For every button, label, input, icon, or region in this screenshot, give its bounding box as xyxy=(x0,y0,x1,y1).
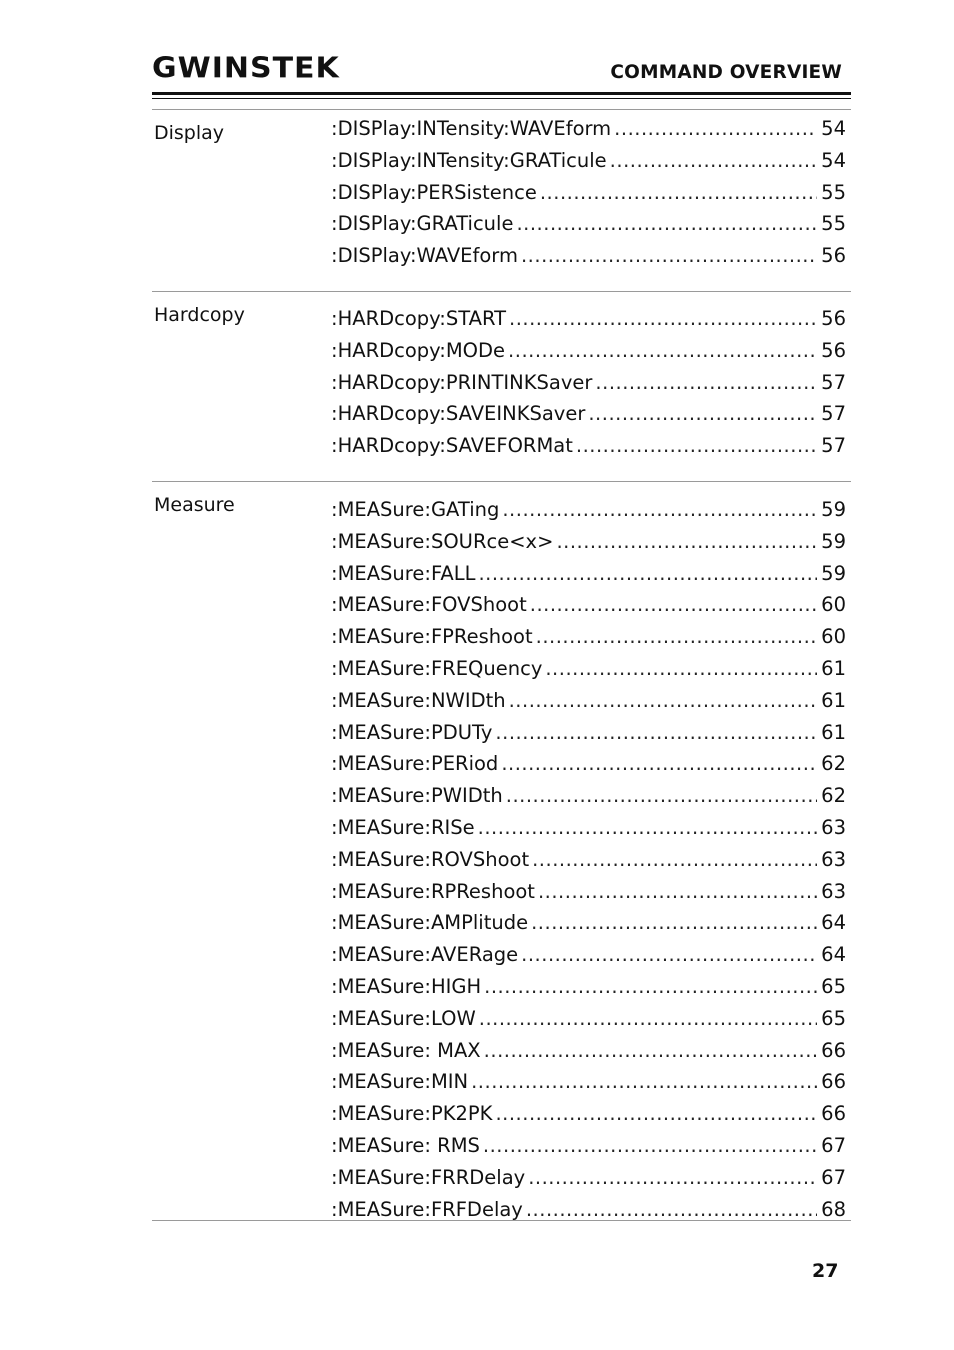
toc-entry[interactable] xyxy=(331,907,846,939)
toc-entry[interactable] xyxy=(331,844,846,876)
toc-entry[interactable] xyxy=(331,398,846,430)
page-ref: 57 xyxy=(821,402,846,426)
toc-entry[interactable] xyxy=(331,494,846,526)
dot-leader xyxy=(528,1162,817,1194)
section-divider xyxy=(152,291,851,292)
page-ref: 63 xyxy=(821,815,846,839)
toc-entry[interactable] xyxy=(331,717,846,749)
page-number: 27 xyxy=(812,1260,839,1282)
command-name: :MEASure:FRFDelay xyxy=(331,1197,523,1221)
command-name: :MEASure:ROVShoot xyxy=(331,847,530,871)
dot-leader xyxy=(531,907,817,939)
command-name: :MEASure:HIGH xyxy=(331,974,482,998)
section-divider xyxy=(152,109,851,110)
page-ref: 59 xyxy=(821,529,846,553)
toc-entry[interactable] xyxy=(331,208,846,240)
page-ref: 61 xyxy=(821,656,846,680)
dot-leader xyxy=(532,844,817,876)
dot-leader xyxy=(483,1130,817,1162)
page-ref: 55 xyxy=(821,180,846,204)
dot-leader xyxy=(495,717,817,749)
dot-leader xyxy=(484,1035,818,1067)
dot-leader xyxy=(471,1066,817,1098)
command-name: :DISPlay:WAVEform xyxy=(331,244,518,268)
toc-entry[interactable] xyxy=(331,685,846,717)
toc-entry[interactable] xyxy=(331,335,846,367)
page-ref: 57 xyxy=(821,370,846,394)
command-name: :MEASure:FREQuency xyxy=(331,656,543,680)
dot-leader xyxy=(595,367,817,399)
dot-leader xyxy=(495,1098,817,1130)
dot-leader xyxy=(516,208,817,240)
toc-entry[interactable] xyxy=(331,240,846,272)
page-ref: 63 xyxy=(821,879,846,903)
command-name: :HARDcopy:SAVEINKSaver xyxy=(331,402,586,426)
dot-leader xyxy=(521,240,817,272)
header-rule-thin xyxy=(152,98,851,99)
section-title-hardcopy: Hardcopy xyxy=(154,304,245,326)
page-ref: 59 xyxy=(821,561,846,585)
command-name: :MEASure:PWIDth xyxy=(331,784,503,808)
command-name: :DISPlay:GRATicule xyxy=(331,212,514,236)
dot-leader xyxy=(556,526,817,558)
toc-entry[interactable] xyxy=(331,812,846,844)
command-name: :HARDcopy:PRINTINKSaver xyxy=(331,370,593,394)
command-name: :MEASure:FPReshoot xyxy=(331,625,533,649)
dot-leader xyxy=(479,1003,817,1035)
toc-entry[interactable] xyxy=(331,1130,846,1162)
dot-leader xyxy=(502,494,817,526)
page-ref: 68 xyxy=(821,1197,846,1221)
dot-leader xyxy=(508,335,817,367)
dot-leader xyxy=(478,558,817,590)
command-name: :MEASure:PK2PK xyxy=(331,1102,493,1126)
toc-entry[interactable] xyxy=(331,1098,846,1130)
command-name: :DISPlay:INTensity:WAVEform xyxy=(331,117,612,140)
command-name: :MEASure: RMS xyxy=(331,1133,480,1157)
command-name: :MEASure:SOURce<x> xyxy=(331,529,554,553)
page-ref: 67 xyxy=(821,1133,846,1157)
section-divider xyxy=(152,481,851,482)
page-ref: 56 xyxy=(821,338,846,362)
dot-leader xyxy=(576,430,817,462)
page-ref: 66 xyxy=(821,1102,846,1126)
page-ref: 63 xyxy=(821,847,846,871)
display-command-list xyxy=(331,113,846,272)
toc-entry[interactable] xyxy=(331,876,846,908)
toc-entry[interactable] xyxy=(331,145,846,177)
dot-leader xyxy=(506,780,817,812)
dot-leader xyxy=(614,113,817,145)
dot-leader xyxy=(501,748,817,780)
hardcopy-command-list xyxy=(331,303,846,462)
dot-leader xyxy=(509,303,817,335)
page-ref: 62 xyxy=(821,784,846,808)
command-name: :MEASure:FOVShoot xyxy=(331,593,527,617)
dot-leader xyxy=(530,589,817,621)
toc-entry[interactable] xyxy=(331,971,846,1003)
page-ref: 66 xyxy=(821,1038,846,1062)
section-title-display: Display xyxy=(154,122,225,144)
toc-entry[interactable] xyxy=(331,1003,846,1035)
toc-entry[interactable] xyxy=(331,303,846,335)
dot-leader xyxy=(478,812,818,844)
page-ref: 66 xyxy=(821,1070,846,1094)
page-ref: 60 xyxy=(821,625,846,649)
toc-entry[interactable] xyxy=(331,939,846,971)
command-name: :MEASure:PDUTy xyxy=(331,720,493,744)
command-name: :MEASure:LOW xyxy=(331,1006,476,1030)
page-ref: 56 xyxy=(821,244,846,268)
command-name: :HARDcopy:START xyxy=(331,307,507,330)
page-header-title: COMMAND OVERVIEW xyxy=(610,62,842,83)
dot-leader xyxy=(610,145,818,177)
toc-entry[interactable] xyxy=(331,621,846,653)
dot-leader xyxy=(540,177,817,209)
toc-entry[interactable] xyxy=(331,1162,846,1194)
command-name: :MEASure:RPReshoot xyxy=(331,879,535,903)
command-name: :MEASure:FALL xyxy=(331,561,476,585)
command-name: :MEASure:PERiod xyxy=(331,752,499,776)
command-name: :HARDcopy:SAVEFORMat xyxy=(331,434,573,458)
toc-entry[interactable] xyxy=(331,1035,846,1067)
page-ref: 55 xyxy=(821,212,846,236)
brand-logo: GWINSTEK xyxy=(152,51,340,86)
dot-leader xyxy=(521,939,817,971)
toc-entry[interactable] xyxy=(331,589,846,621)
toc-entry[interactable] xyxy=(331,177,846,209)
command-name: :MEASure:RISe xyxy=(331,815,475,839)
command-name: :HARDcopy:MODe xyxy=(331,338,506,362)
page-ref: 67 xyxy=(821,1165,846,1189)
dot-leader xyxy=(536,621,818,653)
command-name: :MEASure:GATing xyxy=(331,498,500,521)
command-name: :MEASure: MAX xyxy=(331,1038,481,1062)
dot-leader xyxy=(588,398,817,430)
page-ref: 65 xyxy=(821,974,846,998)
toc-entry[interactable] xyxy=(331,653,846,685)
dot-leader xyxy=(526,1194,817,1226)
dot-leader xyxy=(538,876,817,908)
page-ref: 54 xyxy=(821,148,846,172)
command-name: :MEASure:AMPlitude xyxy=(331,911,529,935)
toc-entry[interactable] xyxy=(331,113,846,145)
command-name: :MEASure:AVERage xyxy=(331,943,519,967)
toc-entry[interactable] xyxy=(331,780,846,812)
page-ref: 56 xyxy=(821,307,846,330)
page-ref: 61 xyxy=(821,688,846,712)
dot-leader xyxy=(545,653,817,685)
header-rule xyxy=(152,92,851,95)
page-ref: 54 xyxy=(821,117,846,140)
command-name: :DISPlay:INTensity:GRATicule xyxy=(331,148,607,172)
toc-entry[interactable] xyxy=(331,367,846,399)
page-ref: 64 xyxy=(821,943,846,967)
toc-entry[interactable] xyxy=(331,748,846,780)
dot-leader xyxy=(484,971,817,1003)
page-ref: 65 xyxy=(821,1006,846,1030)
toc-entry[interactable] xyxy=(331,558,846,590)
command-name: :MEASure:FRRDelay xyxy=(331,1165,526,1189)
page-ref: 60 xyxy=(821,593,846,617)
command-name: :MEASure:MIN xyxy=(331,1070,469,1094)
command-name: :MEASure:NWIDth xyxy=(331,688,506,712)
dot-leader xyxy=(509,685,818,717)
command-name: :DISPlay:PERSistence xyxy=(331,180,537,204)
toc-entry[interactable] xyxy=(331,430,846,462)
section-title-measure: Measure xyxy=(154,494,235,516)
measure-command-list xyxy=(331,494,846,1225)
toc-entry[interactable] xyxy=(331,526,846,558)
page-ref: 59 xyxy=(821,498,846,521)
page-ref: 64 xyxy=(821,911,846,935)
page-ref: 62 xyxy=(821,752,846,776)
toc-entry[interactable] xyxy=(331,1194,846,1226)
toc-entry[interactable] xyxy=(331,1066,846,1098)
page-ref: 61 xyxy=(821,720,846,744)
page-ref: 57 xyxy=(821,434,846,458)
